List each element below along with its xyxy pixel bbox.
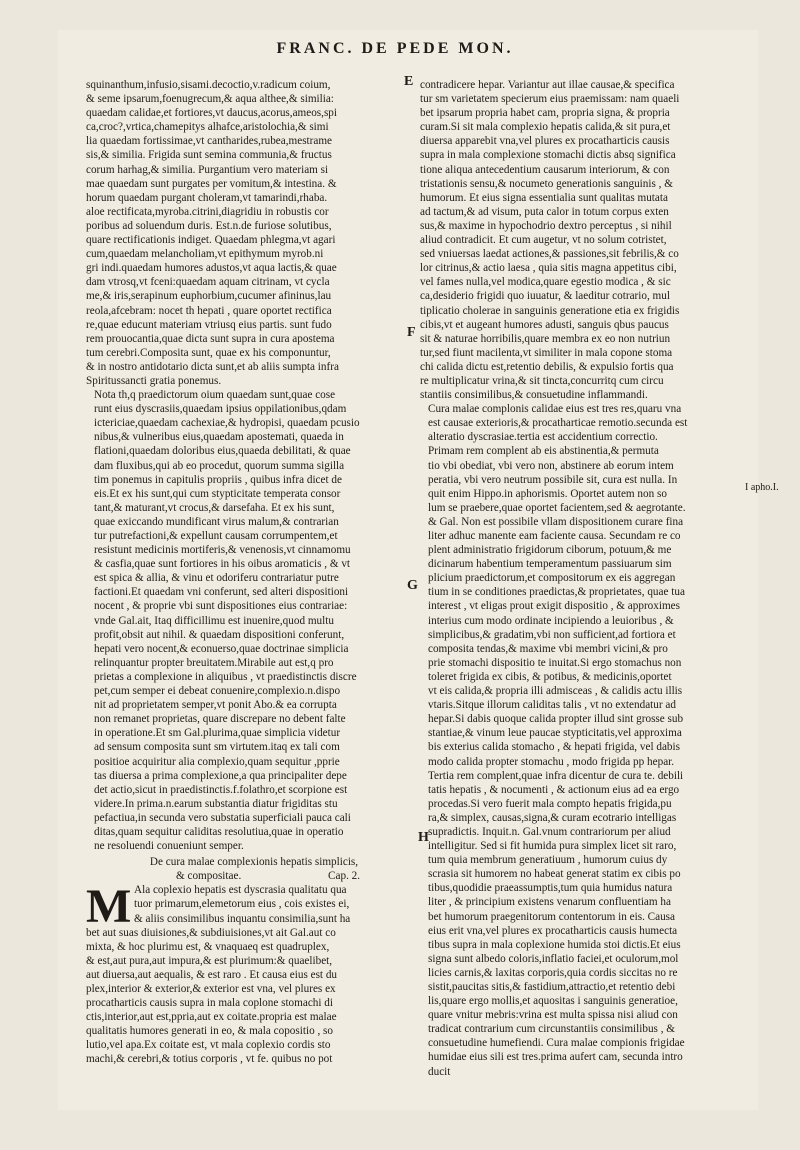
text-line: sus,& maxime in hypochodrio dextro perceptus , si nihil — [420, 219, 672, 232]
text-line: runt eius dyscrasiis,quaedam ipsius oppilationibus,qdam — [94, 403, 347, 416]
text-line: lutio,vel apa.Ex coitate est, vt mala coplexio cordis sto — [86, 1039, 331, 1052]
text-line: hepar.Si dabis quoque calida propter illud sint grosse sub — [428, 713, 684, 726]
text-line: peratia, vbi vero neutrum possibile sit, cura est nulla. In — [428, 473, 678, 486]
text-line: est spica & allia, & vinu et odoriferu contrariatur putre — [94, 572, 339, 585]
text-line: eius erit vna,vel plures ex procatharticis causis humecta — [428, 924, 678, 937]
left-paragraph-3 — [86, 926, 402, 1067]
text-line: ducit — [428, 1065, 451, 1078]
text-line: mixta, & hoc plurimu est, & vnaquaeq est quadruplex, — [86, 940, 330, 953]
text-line: bet aut suas diuisiones,& subdiuisiones,vt ait Gal.aut co — [86, 926, 336, 939]
text-line: simplicibus,& gradatim,vbi non sufficient,ad fortiora et — [428, 628, 676, 641]
text-line: prietas a complexione in aliquibus , vt praedistinctis discre — [94, 670, 357, 683]
left-paragraph-1 — [86, 78, 402, 388]
text-line: scrasia sit humorem no habeat generat statim ex cibis po — [428, 868, 681, 881]
text-line: quare rectificationis indiget. Quaedam phlegma,vt agari — [86, 234, 336, 247]
text-line: sit & naturae horribilis,quare membra ex eo non nutriun — [420, 332, 671, 345]
text-line: tatis hepatis , & nocumenti , & actionum eius ad ea ergo — [428, 783, 680, 796]
text-line: lia quaedam fortissimae,vt cantharides,rubea,mestrame — [86, 135, 333, 148]
text-line: interius cum modo ordinate incipiendo a leuioribus , & — [428, 614, 674, 627]
text-line: bis exterius calida stomacho , & hepati frigida, vel dabis — [428, 741, 680, 754]
text-line: ictericiae,quaedam cachexiae,& hydropisi, quaedam pcusio — [94, 417, 360, 430]
text-line: stantiae,& vinum leue paucae stypticitatis,vel approxima — [428, 727, 682, 740]
text-line: signa sunt albedo coloris,inflatio faciei,et oculorum,mol — [428, 952, 679, 965]
text-line: plent administratio frigidorum ciborum, potuum,& me — [428, 544, 672, 557]
right-paragraph-1 — [420, 78, 738, 402]
text-line: quare vnitur mebris:vrina est multa spissa nisi aliud con — [428, 1009, 678, 1022]
text-line: positioe acquiritur alia complexio,quam sequitur ,pprie — [94, 755, 340, 768]
text-line: toleret frigida ex cibis, & potibus, & medicinis,oportet — [428, 670, 672, 683]
text-line: liter , & principium existens venarum confluentiam ha — [428, 896, 671, 909]
section-marker-g: G — [407, 578, 418, 593]
text-line: profit,obsit aut nihil. & quaedam dispositioni conferunt, — [94, 628, 345, 641]
text-line: corum harhag,& similia. Purgantium vero materiam si — [86, 163, 329, 176]
text-line: in operatione.Et sm Gal.plurima,quae simplicia videtur — [94, 727, 341, 740]
text-line: tium in se conditiones praedictas,& proprietates, quae tua — [428, 586, 685, 599]
text-line: tum quia membrum generatiuum , humorum cuius dy — [428, 854, 668, 867]
text-line: aloe rectificata,myroba.citrini,diagridiu in robustis cor — [86, 205, 329, 218]
text-line: hepati vero nocent,& econuerso,quae doctrinae simplicia — [94, 642, 349, 655]
text-line: aut diuersa,aut aequalis, & est raro . Et causa eius est du — [86, 968, 338, 981]
text-line: lor citrinus,& actio laesa , quia sitis magna appetitus cibi, — [420, 262, 677, 275]
text-line: ad tactum,& ad visum, puta calor in totum corpus exten — [420, 205, 669, 218]
text-line: Tertia rem complent,quae infra dicentur de cura te. debili — [428, 769, 684, 782]
text-line: composita tendas,& maxime vbi membri vicini,& pro — [428, 642, 668, 655]
text-line: tur putrefactioni,& expellunt causam corrumpentem,et — [94, 530, 338, 542]
text-line: stantiis consimilibus,& consuetudine inflammandi. — [420, 389, 648, 402]
text-line: tione aliqua antecedentium causarum interiorum, & con — [420, 163, 670, 176]
chapter-heading-sub — [86, 869, 402, 883]
text-line: prie stomachi dispositio te inuitat.Si ergo stomachus non — [428, 656, 682, 669]
text-line: licies carnis,& laxitas corporis,quia cordis siccitas no re — [428, 966, 678, 979]
text-line: humorum. Et eius signa essentialia sunt qualitas mutata — [420, 191, 668, 204]
section-marker-e: E — [404, 74, 414, 89]
section-marker-h: H — [418, 830, 429, 845]
text-line: ca,desiderio frigidi quo iuuatur, & laeditur cotrario, mul — [420, 290, 670, 303]
text-line: re multiplicatur vrina,& sit tincta,concurritq cum circu — [420, 374, 664, 387]
text-line: quaedam calidae,et fortiores,vt daucus,acorus,ameos,spi — [86, 107, 338, 120]
text-line: & est,aut pura,aut impura,& est plurimum:& quaelibet, — [86, 954, 333, 967]
text-line: bet humorum praegenitorum contentorum in eis. Causa — [428, 910, 675, 923]
text-line: procedas.Si vero fuerit mala compto hepatis frigida,pu — [428, 797, 672, 810]
text-line: nit ad proprietatem semper,vt ponit Abo.& ea corrupta — [94, 699, 337, 712]
text-line: interest , vt eligas prout exigit dispositio , & approximes — [428, 600, 680, 613]
text-line: & in nostro antidotario dicta sunt,et ab aliis sumpta infra — [86, 360, 339, 373]
text-line: cum,quaedam melancholiam,vt epithymum myrob.ni — [86, 248, 324, 261]
text-line: quit enim Hippo.in aphorismis. Oportet autem non so — [428, 487, 667, 500]
text-line: tum cerebri.Composita sunt, quae ex his componuntur, — [86, 346, 331, 359]
text-line: tibus,quodidie praeassumptis,tum quia humidus natura — [428, 882, 673, 895]
text-line: & aliis consimilibus inquantu consimilia,sunt ha — [134, 912, 351, 925]
text-line: me,& iris,serapinum euphorbium,cucumer afininus,lau — [86, 290, 332, 303]
text-line: Nota th,q praedictorum oium quaedam sunt,quae cose — [94, 389, 336, 402]
text-line: rem prouocantia,quae dicta sunt supra in cura apostema — [86, 332, 335, 345]
text-line: supradictis. Inquit.n. Gal.vnum contrariorum per aliud — [428, 825, 671, 838]
text-line: vel fames nulla,vel modica,quare egestio modica , & sic — [420, 276, 671, 289]
text-line: bet ipsarum propria habet cam, propria signa, & propria — [420, 107, 670, 120]
text-line: Primam rem complent ab eis abstinentia,& permuta — [428, 445, 659, 458]
text-line: vtaris.Sitque illorum caliditas talis , vt no extendatur ad — [428, 699, 676, 712]
text-line: tuor primarum,elemetorum eius , cois existes ei, — [134, 898, 350, 911]
running-header: FRANC. DE PEDE MON. — [276, 40, 514, 57]
text-line: sistit,paucitas sitis,& fastidium,attractio,et retentio debi — [428, 981, 676, 993]
text-line: dam vtrosq,vt fceni:quaedam aquam citrinam, vt cycla — [86, 276, 330, 289]
text-line: tim ponemus in capitulis propriis , quibus infra dicet de — [94, 473, 342, 486]
text-line: ne resoluendi conueniunt semper. — [94, 840, 244, 853]
left-column — [86, 78, 402, 1067]
text-line: nibus,& vulneribus eius,quaedam apostemati, quaeda in — [94, 431, 344, 444]
text-line: consuetudine humefiendi. Cura malae compionis frigidae — [428, 1037, 685, 1050]
left-paragraph-2 — [86, 388, 402, 853]
dropcap-lines — [86, 883, 402, 925]
text-line: liter adhuc manente eam faciente causa. Secundam re co — [428, 530, 681, 542]
text-line: procatharticis causis supra in mala coplone stomachi di — [86, 997, 333, 1010]
text-line: cibis,vt et augeant humores adusti, sanguis qbus paucus — [420, 318, 669, 331]
text-line: gri indi.quaedam humores adustos,vt aqua lactis,& quae — [86, 262, 337, 275]
text-line: contradicere hepar. Variantur aut illae causae,& specifica — [420, 79, 675, 91]
text-line: ra,& simplex, causas,signa,& curam ecotrario intelligas — [428, 811, 677, 824]
text-line: tur,sed fiunt macilenta,vt similiter in mala copone stoma — [420, 346, 673, 359]
right-column — [420, 78, 738, 1079]
text-line: mae quaedam sunt purgates per vomitum,& intestina. & — [86, 177, 337, 190]
text-line: nocent , & proprie vbi sunt dispositiones eius contrariae: — [94, 600, 348, 613]
text-line: lum se praebere,quae oportet facientem,sed & aegrotante. — [428, 501, 686, 514]
right-paragraph-2 — [420, 402, 738, 1079]
text-line: squinanthum,infusio,sisami.decoctio,v.radicum coium, — [86, 79, 331, 91]
text-line: intelligitur. Sed si fit humida pura simplex licet sit raro, — [428, 840, 677, 853]
text-line: dicinarum habentium temperamentum passiuarum sim — [428, 558, 672, 571]
text-line: diuersa apparebit vna,vel plures ex procatharticis causis — [420, 135, 670, 148]
text-line: reola,afcebram: nocet th hepati , quare oportet rectifica — [86, 304, 332, 317]
chapter-heading: De cura malae complexionis hepatis simplicis, — [149, 856, 359, 869]
text-line: aliud contradicit. Et cum augetur, vt no solum cotristet, — [420, 234, 667, 247]
text-line: poribus ad soluendum duris. Est.n.de furiose solutibus, — [86, 219, 332, 232]
text-line: vt eis calida,& propria illi admisceas , & calidis actu illis — [428, 685, 683, 698]
text-line: sis,& similia. Frigida sunt semina communia,& fructus — [86, 149, 332, 162]
text-line: qualitatis humores generati in eo, & mala copositio , so — [86, 1025, 334, 1038]
margin-note: I apho.I. — [745, 482, 779, 493]
text-line: & casfia,quae sunt fortiores in his oibus aromaticis , & vt — [94, 558, 351, 571]
chapter-number: Cap. 2. — [328, 870, 361, 883]
dropcap-letter: M — [86, 880, 132, 934]
text-line: tiplicatio cholerae in sanguinis generatione etia ex frigidis — [420, 304, 680, 317]
text-line: est causae exterioris,& procatharticae remotio.secunda est — [428, 417, 688, 430]
text-line: Spiritussancti gratia ponemus. — [86, 374, 222, 387]
text-line: chi calida dictu est,retentio debilis, & expulsio fortis qua — [420, 360, 674, 373]
text-line: flationi,quaedam doloribus eius,quaeda debilitati, & quae — [94, 445, 351, 458]
text-line: lis,quare ergo mollis,et aquositas i sanguinis generatioe, — [428, 995, 678, 1008]
text-line: tio vbi obediat, vbi vero non, abstinere ab eorum intem — [428, 459, 674, 472]
text-line: factioni.Et quaedam vni conferunt, sed alteri dispositioni — [94, 586, 349, 599]
text-line: non remanet proprietas, quare discrepare no debent falte — [94, 713, 346, 726]
text-line: ca,croc?,vrtica,chamepitys alhafce,aristolochia,& simi — [86, 121, 329, 134]
text-line: alteratio dyscrasiae.tertia est accidentium correctio. — [428, 431, 658, 444]
text-line: & Gal. Non est possibile vllam dispositionem curare fina — [428, 515, 684, 528]
text-line: relinquantur propter breuitatem.Mirabile aut est,q pro — [94, 656, 334, 669]
text-line: Cura malae complonis calidae eius est tres res,quaru vna — [428, 403, 682, 416]
text-line: resistunt medicinis mortiferis,& venenosis,vt cinnamomu — [94, 544, 351, 557]
text-line: humidae eius sili est tres.prima aufert cam, secunda intro — [428, 1051, 683, 1064]
text-line: tas diuersa a prima complexione,a qua principaliter depe — [94, 769, 347, 782]
text-line: curam.Si sit mala complexio hepatis calida,& sit pura,et — [420, 121, 671, 134]
text-line: tur sm varietatem specierum eius praemissam: nam quaeli — [420, 93, 680, 106]
text-line: quae exiccando mundificant virus malum,& contrarian — [94, 515, 339, 528]
text-line: plicium praedictorum,et compositorum ex eis aggregan — [428, 572, 676, 585]
text-line: ad sensum composita sunt sm virtutem.itaq ex tali com — [94, 741, 340, 754]
text-line: pefactiua,in secunda vero substatia superficiali pauca cali — [94, 811, 351, 824]
text-line: plex,interior & exterior,& exterior est vna, vel plures ex — [86, 983, 336, 995]
text-line: modo calida propter stomachu , modo frigida pp hepar. — [428, 755, 675, 768]
text-line: tradicat contrarium cum circunstantiis consimilibus , & — [428, 1023, 675, 1036]
text-line: tant,& maturant,vt crocus,& darsefaha. Et ex his sunt, — [94, 501, 335, 514]
text-line: tibus supra in mala coplexione humida stoi dictis.Et eius — [428, 938, 681, 951]
text-line: det actio,sicut in praedistinctis.f.folathro,et scorpione est — [94, 783, 348, 796]
text-line: ctis,interior,aut est,ppria,aut ex coitate.propria est malae — [86, 1011, 337, 1024]
text-line: horum quaedam purgant choleram,vt tamarindi,rhaba. — [86, 191, 328, 204]
text-line: & seme ipsarum,foenugrecum,& aqua althee,& similia: — [86, 93, 334, 106]
text-line: videre.In prima.n.earum substantia diatur frigiditas stu — [94, 797, 338, 810]
section-marker-f: F — [407, 325, 416, 340]
text-line: pet,cum semper ei debeat conuenire,complexio.n.dispo — [94, 685, 341, 698]
text-line: dam fluxibus,qui ab eo procedut, quorum summa sigilla — [94, 459, 345, 472]
text-line: machi,& cerebri,& totius corporis , vt fe. quibus no pot — [86, 1053, 333, 1066]
text-line: supra in mala complexione stomachi dictis absq significa — [420, 149, 676, 162]
text-line: Ala coplexio hepatis est dyscrasia qualitatu qua — [134, 884, 347, 897]
text-line: re,quae educunt materiam vtriusq eius partis. sunt fudo — [86, 318, 332, 331]
text-line: vnde Gal.ait, Itaq difficillimu est inuenire,quod multu — [94, 614, 334, 627]
text-line: tristationis sensu,& nocumeto generationis sanguinis , & — [420, 177, 673, 190]
text-line: eis.Et ex his sunt,qui cum stypticitate temperata consor — [94, 487, 341, 500]
text-line: ditas,quam sequitur caliditas resolutiua,quae in operatio — [94, 825, 344, 838]
text-line: sed vniuersas laedat actiones,& passiones,sit febrilis,& co — [420, 248, 679, 261]
chapter-heading-sub-text: & compositae. — [176, 870, 242, 883]
